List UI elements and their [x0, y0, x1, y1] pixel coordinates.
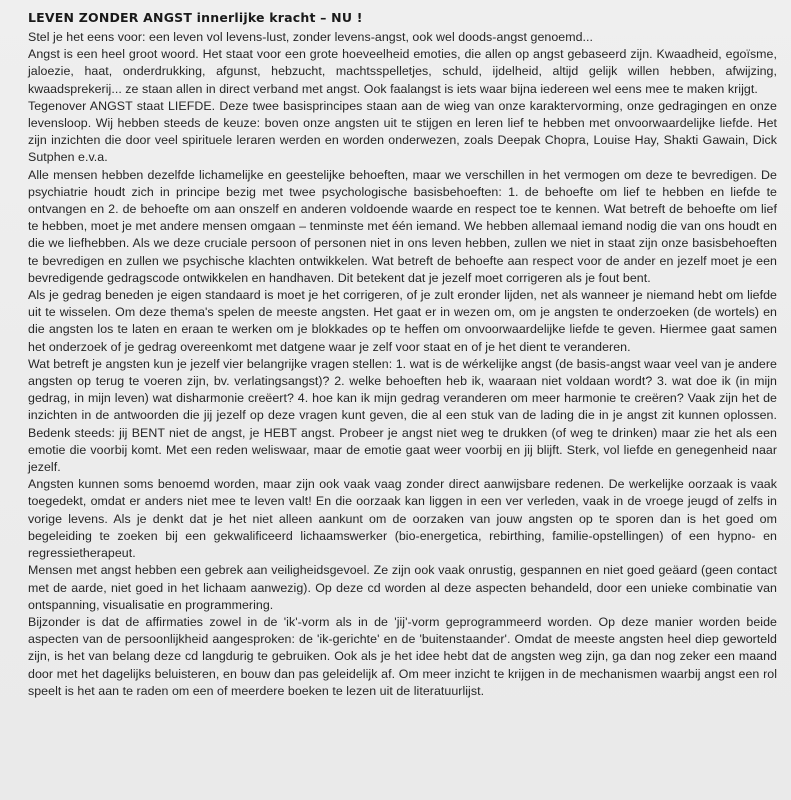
paragraph-veiligheid: Mensen met angst hebben een gebrek aan veiligheidsgevoel. Ze zijn ook vaak onrustig, gespannen en niet goed geäard (geen contact met de aarde, niet goed in het lichaam aanwezig). Op deze cd worden al deze aspecten behandeld, door een unieke combinatie van ontspanning, visualisatie en programmering.	[28, 563, 777, 612]
paragraph-vragen: Wat betreft je angsten kun je jezelf vier belangrijke vragen stellen: 1. wat is de wérkelijke angst (de basis-angst waar veel van je andere angsten op terug te voeren zijn, bv. verlatingsangst)? 2. welke behoeften heb ik, waaraan niet voldaan wordt? 3. wat doe ik (in mijn gedrag, in mijn leven) wat disharmonie creëert? 4. hoe kan ik mijn gedrag veranderen om meer harmonie te creëren? Vaak zijn het de inzichten in de antwoorden die jij jezelf op deze vragen kunt geven, die al een stuk van de lading die in je angst zit kunnen oplossen. Bedenk steeds: jij BENT niet de angst, je HEBT angst. Probeer je angst niet weg te drukken (of weg te drinken) maar zie het als een emotie die voorbij komt. Met een reden weliswaar, maar de emotie gaat weer voorbij en jij blijft. Sterk, vol liefde en genegenheid naar jezelf.	[28, 356, 777, 475]
paragraph-intro: Stel je het eens voor: een leven vol levens-lust, zonder levens-angst, ook wel doods-angst genoemd...	[28, 30, 594, 44]
paragraph-angst-liefde: Tegenover ANGST staat LIEFDE. Deze twee basisprincipes staan aan de wieg van onze karaktervorming, onze gedragingen en onze levensloop. Wij hebben steeds de keuze: boven onze angsten uit te stijgen en leren lief te hebben met onvoorwaardelijke liefde. Het zijn inzichten die door veel spirituele leraren werden en worden onderwezen, zoals Deepak Chopra, Louise Hay, Shakti Gawain, Dick Sutphen e.v.a.	[28, 98, 777, 165]
paragraph-angst-emoties: Angst is een heel groot woord. Het staat voor een grote hoeveelheid emoties, die allen op angst gebaseerd zijn. Kwaadheid, egoïsme, jaloezie, haat, onderdrukking, afgunst, hebzucht, machtsspelletjes, schuld, ijdelheid, altijd gelijk willen hebben, afwijzing, kwaadsprekerij... ze staan allen in direct verband met angst. Ook faalangst is iets waar bijna iedereen wel eens mee te maken krijgt.	[28, 47, 777, 96]
paragraph-basisbehoeften: Alle mensen hebben dezelfde lichamelijke en geestelijke behoeften, maar we verschillen in het vermogen om deze te bevredigen. De psychiatrie houdt zich in principe bezig met twee psychologische basisbehoeften: 1. de behoefte om lief te hebben en liefde te ontvangen en 2. de behoefte om aan onszelf en anderen voldoende waarde en respect toe te kennen. Wat betreft de behoefte om lief te hebben, moet je met andere mensen omgaan – tenminste met één iemand. We hebben allemaal iemand nodig die van ons houdt en die we liefhebben. Als we deze cruciale persoon of personen niet in ons leven hebben, zullen we niet in staat zijn onze basisbehoeften te bevredigen en zullen we psychische klachten ontwikkelen. Wat betreft de behoefte aan respect voor de ander en jezelf moet je een bevredigende gedragscode ontwikkelen en handhaven. Dit betekent dat je jezelf moet corrigeren als je fout bent.	[28, 167, 777, 285]
document-title: LEVEN ZONDER ANGST innerlijke kracht – NU !	[28, 10, 363, 25]
paragraph-gedrag: Als je gedrag beneden je eigen standaard is moet je het corrigeren, of je zult eronder lijden, net als wanneer je niemand hebt om liefde uit te wisselen. Om deze thema's spelen de meeste angsten. Het gaat er in wezen om, om je angsten te onderzoeken (de wortels) en die angsten los te laten en eraan te werken om je blokkades op te heffen om onvoorwaardelijke liefde te geven. Hiermee gaat samen het onderzoek of je gedrag overeenkomt met datgene waar je zelf voor staat en of je het dient te veranderen.	[28, 288, 777, 354]
paragraph-oorzaken: Angsten kunnen soms benoemd worden, maar zijn ook vaak vaag zonder direct aanwijsbare redenen. De werkelijke oorzaak is vaak toegedekt, omdat er anders niet mee te leven valt! En die oorzaak kan liggen in een ver verleden, vaak in de vroege jeugd of zelfs in vorige levens. Als je denkt dat je het niet alleen aankunt om de oorzaken van jouw angsten op te sporen dan is het goed om begeleiding te zoeken bij een gekwalificeerd lichaamswerker (bio-energetica, rebirthing, familie-opstellingen) of een hypno- en regressietherapeut.	[28, 477, 777, 561]
paragraph-affirmaties: Bijzonder is dat de affirmaties zowel in de 'ik'-vorm als in de 'jij'-vorm geprogrammeerd worden. Op deze manier worden beide aspecten van de persoonlijkheid aangesproken: de 'ik-gerichte' en de 'buitenstaander'. Omdat de meeste angsten heel diep geworteld zijn, is het van belang deze cd langdurig te gebruiken. Ook als je het idee hebt dat de angsten weg zijn, ga dan nog zeker een maand door met het dagelijks beluisteren, en bouw dan pas geleidelijk af. Om meer inzicht te krijgen in de mechanismen waarbij angst een rol speelt is het aan te raden om een of meerdere boeken te lezen uit de literatuurlijst.	[28, 614, 777, 698]
